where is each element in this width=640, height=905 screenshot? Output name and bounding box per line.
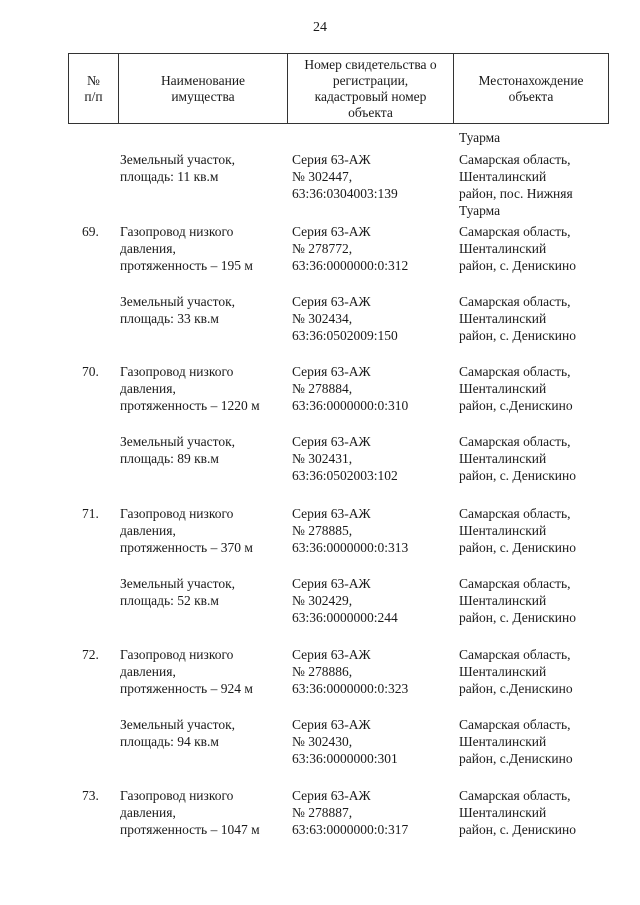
row-num: 73.	[82, 788, 99, 803]
row-reg: Серия 63-АЖ № 278885, 63:36:0000000:0:313	[292, 506, 409, 555]
header-reg	[288, 54, 454, 124]
row-loc: Самарская область, Шенталинский район, с.Денискино	[459, 647, 573, 696]
row-name: Газопровод низкого давления, протяженность – 1047 м	[120, 788, 260, 837]
row-reg: Серия 63-АЖ № 302434, 63:36:0502009:150	[292, 294, 398, 343]
row-num: 70.	[82, 364, 99, 379]
row-loc: Самарская область, Шенталинский район, с.Денискино	[459, 717, 573, 766]
row-loc: Самарская область, Шенталинский район, с.Денискино	[459, 364, 573, 413]
row-loc: Самарская область, Шенталинский район, пос. Нижняя Туарма	[459, 152, 573, 218]
carry-over-text: Туарма	[459, 130, 501, 145]
row-loc: Самарская область, Шенталинский район, с. Денискино	[459, 434, 576, 483]
row-num: 69.	[82, 224, 99, 239]
row-reg: Серия 63-АЖ № 278772, 63:36:0000000:0:312	[292, 224, 409, 273]
row-reg: Серия 63-АЖ № 302429, 63:36:0000000:244	[292, 576, 398, 625]
row-name: Земельный участок, площадь: 94 кв.м	[120, 717, 236, 749]
header-num	[69, 54, 119, 124]
row-loc: Самарская область, Шенталинский район, с. Денискино	[459, 294, 576, 343]
row-loc: Самарская область, Шенталинский район, с. Денискино	[459, 506, 576, 555]
row-reg: Серия 63-АЖ № 278887, 63:63:0000000:0:317	[292, 788, 409, 837]
row-reg: Серия 63-АЖ № 278886, 63:36:0000000:0:323	[292, 647, 409, 696]
row-loc: Самарская область, Шенталинский район, с. Денискино	[459, 576, 576, 625]
row-name: Земельный участок, площадь: 52 кв.м	[120, 576, 236, 608]
row-loc: Самарская область, Шенталинский район, с. Денискино	[459, 788, 576, 837]
row-name: Земельный участок, площадь: 89 кв.м	[120, 434, 236, 466]
row-name: Газопровод низкого давления, протяженность – 924 м	[120, 647, 253, 696]
row-name: Газопровод низкого давления, протяженность – 370 м	[120, 506, 253, 555]
table-header	[68, 53, 609, 124]
row-name: Земельный участок, площадь: 11 кв.м	[120, 152, 236, 184]
page-number: 24	[313, 20, 327, 35]
header-name	[119, 54, 288, 124]
row-num: 72.	[82, 647, 99, 662]
header-reg-label: Номер свидетельства о регистрации, кадастровый номер объекта	[304, 56, 437, 120]
row-reg: Серия 63-АЖ № 278884, 63:36:0000000:0:310	[292, 364, 409, 413]
header-loc-label: Местонахождение объекта	[478, 72, 584, 104]
row-name: Земельный участок, площадь: 33 кв.м	[120, 294, 236, 326]
row-name: Газопровод низкого давления, протяженность – 1220 м	[120, 364, 260, 413]
row-reg: Серия 63-АЖ № 302447, 63:36:0304003:139	[292, 152, 398, 201]
header-loc	[454, 54, 609, 124]
row-loc: Самарская область, Шенталинский район, с. Денискино	[459, 224, 576, 273]
row-reg: Серия 63-АЖ № 302431, 63:36:0502003:102	[292, 434, 398, 483]
row-name: Газопровод низкого давления, протяженность – 195 м	[120, 224, 253, 273]
header-name-label: Наименование имущества	[160, 72, 246, 104]
row-num: 71.	[82, 506, 99, 521]
row-reg: Серия 63-АЖ № 302430, 63:36:0000000:301	[292, 717, 398, 766]
header-num-label: № п/п	[84, 72, 103, 104]
